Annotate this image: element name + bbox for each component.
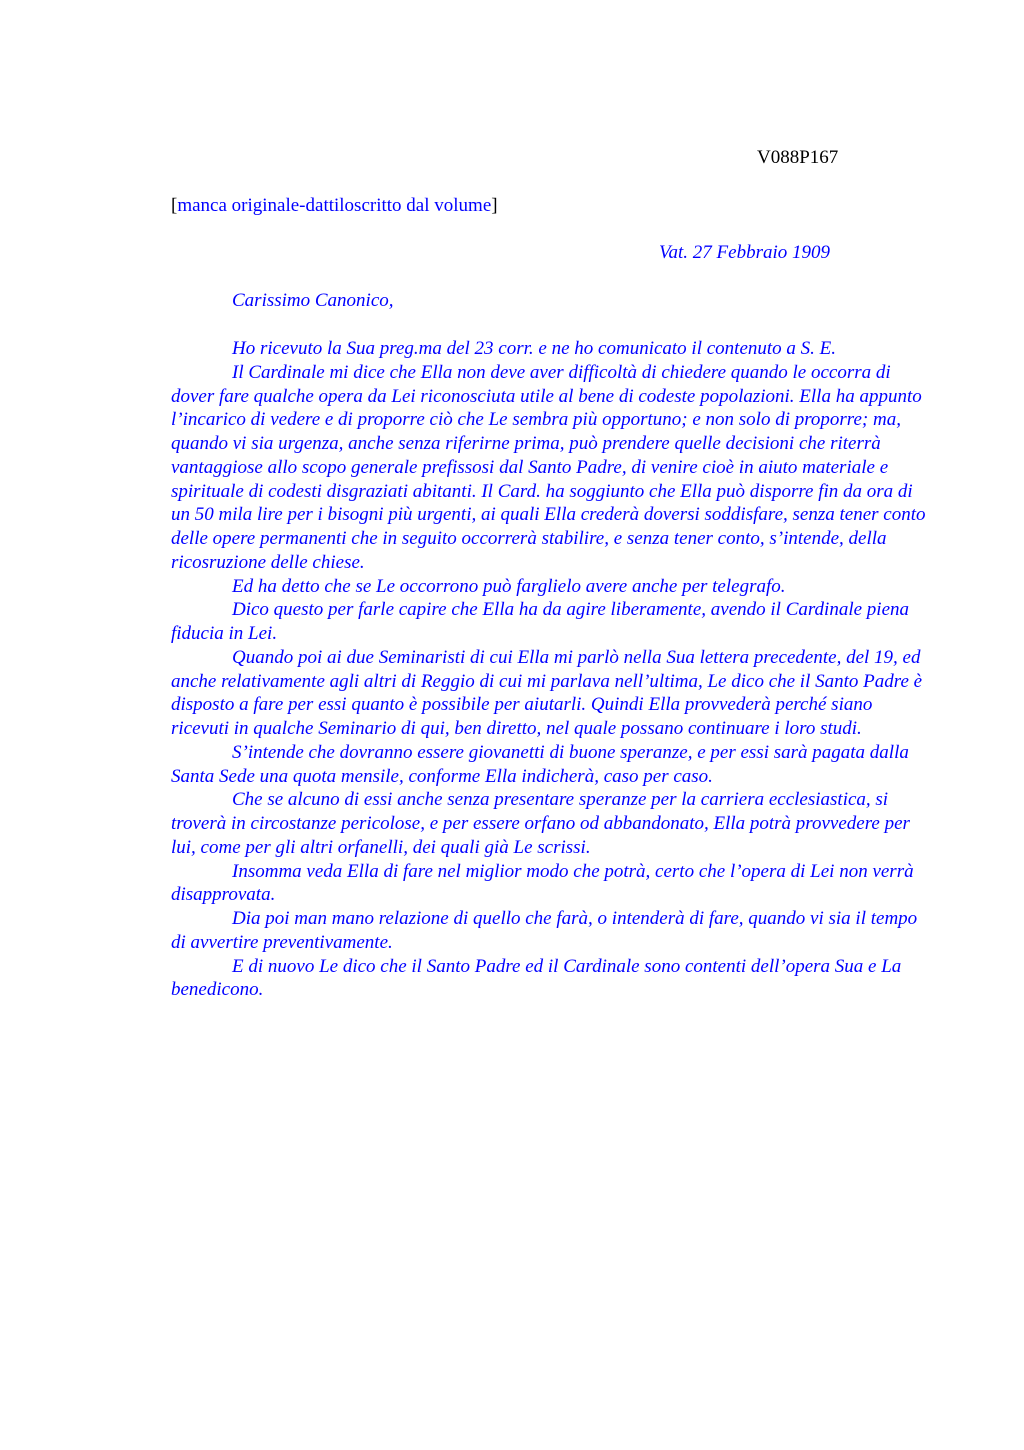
paragraph: Dia poi man mano relazione di quello che farà, o intenderà di fare, quando vi sia il tempo di avvertire preventivamente. (171, 908, 918, 953)
paragraph: Insomma veda Ella di fare nel miglior modo che potrà, certo che l’opera di Lei non verrà disapprovata. (171, 860, 914, 906)
note-open-bracket: [ (171, 195, 178, 216)
paragraph: S’intende che dovranno essere giovanetti di buone speranze, e per essi sarà pagata dalla Santa Sede una quota mensile, conforme Ella indicherà, caso per caso. (171, 741, 909, 787)
source-note (171, 194, 498, 218)
note-text: manca originale-dattiloscritto dal volume (177, 195, 492, 216)
paragraph: Il Cardinale mi dice che Ella non deve aver difficoltà di chiedere quando le occorra di dover fare qualche opera da Lei riconosciuta utile al bene di codeste popolazioni. Ella ha appunto l’incarico di vedere e di proporre ciò che Le sembra più opportuno; e non solo di proporre; ma, quando vi sia urgenza, anche senza riferirne prima, può prendere quelle decisioni che riterrà vantaggiose allo scopo generale prefissosi dal Santo Padre, di venire cioè in aiuto materiale e spirituale di codesti disgraziati abitanti. Il Card. ha soggiunto che Ella può disporre fin da ora di un 50 mila lire per i bisogni più urgenti, ai quali Ella crederà doversi soddisfare, senza tener conto delle opere permanenti che in seguito occorrerà stabilire, e senza tener conto, s’intende, della ricosruzione delle chiese. (171, 361, 926, 573)
note-close-bracket: ] (491, 195, 498, 216)
paragraph: Ho ricevuto la Sua preg.ma del 23 corr. e ne ho comunicato il contenuto a S. E. (232, 338, 837, 359)
paragraph: Dico questo per farle capire che Ella ha da agire liberamente, avendo il Cardinale piena fiducia in Lei. (171, 599, 910, 644)
document-code: V088P167 (757, 147, 839, 168)
letter-body (171, 337, 927, 1002)
paragraph: Che se alcuno di essi anche senza presentare speranze per la carriera ecclesiastica, si troverà in circostanze pericolose, e per essere orfano od abbandonato, Ella potrà provvedere per lui, come per gli altri orfanelli, dei quali già Le scrissi. (171, 789, 910, 858)
letter-date: Vat. 27 Febbraio 1909 (659, 242, 830, 263)
paragraph: E di nuovo Le dico che il Santo Padre ed il Cardinale sono contenti dell’opera Sua e La benedicono. (171, 955, 902, 1001)
letter-salutation: Carissimo Canonico, (232, 290, 394, 311)
paragraph: Ed ha detto che se Le occorrono può farglielo avere anche per telegrafo. (232, 575, 786, 597)
paragraph: Quando poi ai due Seminaristi di cui Ella mi parlò nella Sua lettera precedente, del 19, ed anche relativamente agli altri di Reggio di cui mi parlava nell’ultima, Le dico che il Santo Padre è disposto a fare per essi quanto è possibile per aiutarli. Quindi Ella provvederà perché siano ricevuti in qualche Seminario di qui, ben diretto, nel quale possano continuare i loro studi. (171, 646, 923, 739)
